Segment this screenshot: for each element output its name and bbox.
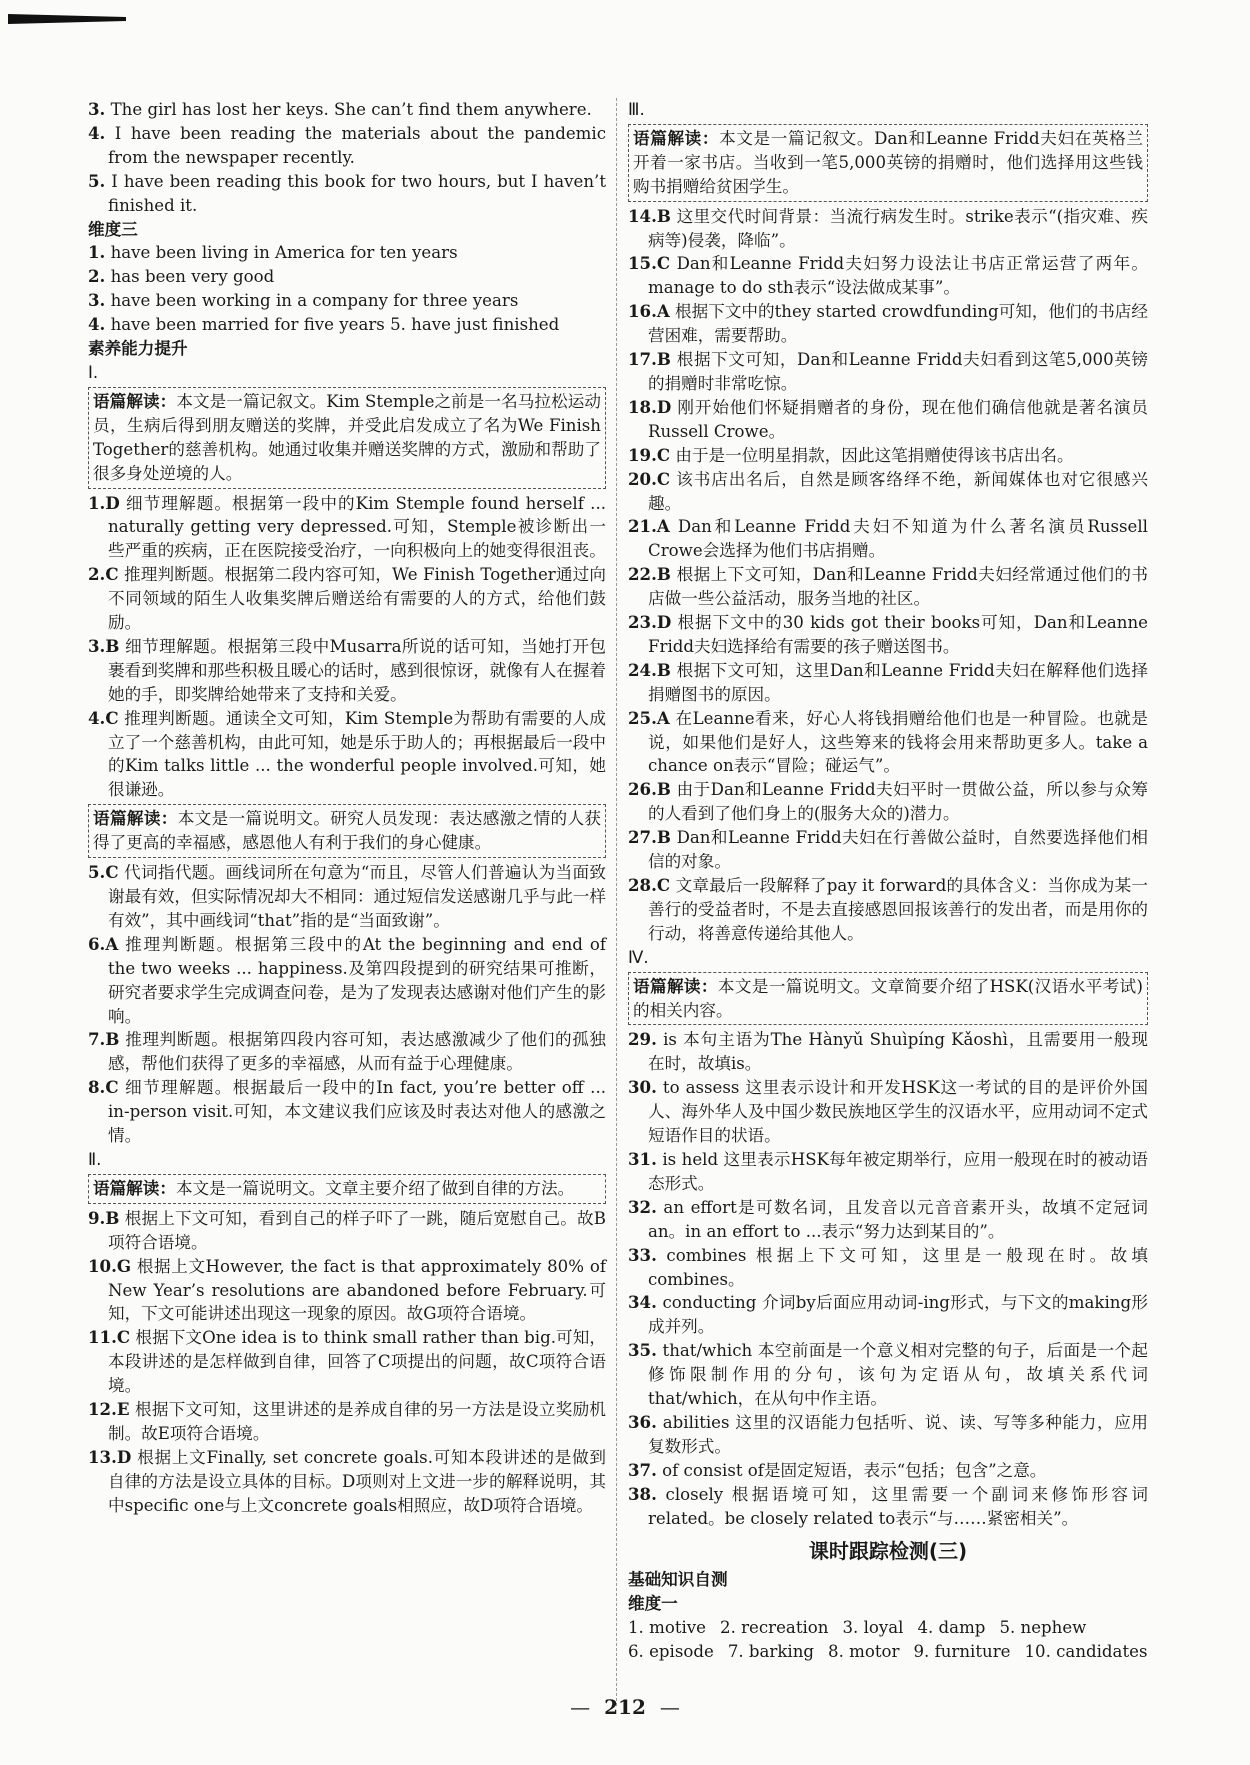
vocabulary-item: 10. candidates [1024,1642,1148,1662]
answer-text: combines 根据上下文可知，这里是一般现在时。故填combines。 [648,1245,1148,1289]
answer-text: I have been reading this book for two hours, but I haven’t finished it. [105,171,606,215]
passage-number: Ⅰ. [88,362,99,382]
answer-number: 4. [88,122,106,143]
answer-item [628,611,1148,659]
answer-text: have been living in America for ten years [105,243,458,263]
answer-text: 在Leanne看来，好心人将钱捐赠给他们也是一种冒险。也就是说，如果他们是好人，这些筹来的钱将会用来帮助更多人。take a chance on表示“冒险；碰运气”。 [648,708,1148,776]
answer-item [628,1411,1148,1459]
corner-decoration [8,14,126,24]
answer-text: 代词指代题。画线词所在句意为“而且，尽管人们普遍认为当面致谢最有效，但实际情况却大不相同：通过短信发送感谢几乎与此一样有效”，其中画线词“that”指的是“当面致谢”。 [108,863,606,930]
answer-number: 38. [628,1483,657,1504]
answer-number: 8.C [88,1077,119,1098]
answer-item [628,1196,1148,1244]
answer-item [628,396,1148,444]
answer-number: 17.B [628,349,671,370]
answer-item [88,1326,606,1398]
answer-text: abilities 这里的汉语能力包括听、说、读、写等多种能力，应用复数形式。 [648,1412,1148,1456]
answer-text: of consist of是固定短语，表示“包括；包含”之意。 [656,1460,1047,1480]
answer-text: 由于Dan和Leanne Fridd夫妇平时一贯做公益，所以参与众筹的人看到了他们身上的(服务大众的)潜力。 [648,780,1148,824]
answer-item [88,1255,606,1327]
answer-text: 细节理解题。根据最后一段中的In fact, you’re better off ... in-person visit.可知，本文建议我们应该及时表达对他人的感激之情。 [108,1078,606,1146]
answer-number: 2. [88,266,106,287]
answer-number: 25.A [628,707,670,728]
answer-number: 9.B [88,1207,120,1228]
answer-number: 35. [628,1340,657,1361]
answer-item [628,826,1148,874]
answer-text: Dan和Leanne Fridd夫妇在行善做公益时，自然要选择他们相信的对象。 [648,828,1148,872]
answer-number: 3. [88,99,106,119]
vocabulary-item: 2. recreation [720,1618,829,1638]
answer-text: 根据上下文可知，Dan和Leanne Fridd夫妇经常通过他们的书店做一些公益活动，服务当地的社区。 [648,565,1148,609]
analysis-text: 本文是一篇记叙文。Kim Stemple之前是一名马拉松运动员，生病后得到朋友赠送的奖牌，并受此启发成立了名为We Finish Together的慈善机构。她通过收集并赠送奖牌的方式，激励和帮助了很多身处逆境的人。 [93,391,601,483]
answer-number: 21.A [628,516,670,537]
answer-text: 细节理解题。根据第三段中Musarra所说的话可知，当她打开包裹看到奖牌和那些积极且暖心的话时，感到很惊讶，就像有人在握着她的手，即奖牌给她带来了支持和关爱。 [108,636,606,704]
answer-text: The girl has lost her keys. She can’t find them anywhere. [105,100,592,119]
answer-number: 28.C [628,875,671,895]
answer-number: 5. [88,170,106,191]
lesson-test-title: 课时跟踪检测(三) [808,1539,968,1564]
analysis-label: 语篇解读： [633,127,720,148]
answer-number: 3.B [88,635,120,656]
vocabulary-item: 8. motor [828,1642,900,1662]
answer-text: 推理判断题。通读全文可知，Kim Stemple为帮助有需要的人成立了一个慈善机构，由此可知，她是乐于助人的；再根据最后一段中的Kim talks little ... the wonderful people involved.可知，她很谦逊。 [108,708,606,800]
answer-text: I have been reading the materials about the pandemic from the newspaper recently. [105,123,606,167]
answer-item [88,1028,606,1076]
answer-number: 36. [628,1411,657,1432]
answer-item [628,1148,1148,1196]
answer-number: 29. [628,1029,657,1050]
answer-text: closely 根据语境可知，这里需要一个副词来修饰形容词related。be closely related to表示“与……紧密相关”。 [648,1484,1148,1528]
answer-number: 10.G [88,1255,132,1276]
answer-number: 13.D [88,1446,132,1467]
passage-analysis-box [628,124,1148,202]
answer-item [88,241,606,265]
vocabulary-answers [628,1616,1148,1664]
answer-item [628,1076,1148,1148]
vocabulary-item: 6. episode [628,1642,714,1662]
answer-number: 5.C [88,862,119,883]
right-column [628,98,1148,1664]
answer-item [628,300,1148,348]
section-heading: 维度三 [88,218,138,239]
answer-text: 该书店出名后，自然是顾客络绎不绝，新闻媒体也对它很感兴趣。 [648,469,1148,513]
page-number: — 212 — [570,1695,680,1719]
section-heading: 维度一 [628,1593,678,1614]
answer-text: conducting 介词by后面应用动词-ing形式，与下文的making形成并列。 [648,1293,1148,1337]
answer-item [88,170,606,218]
answer-number: 30. [628,1077,657,1098]
answer-number: 6.A [88,933,119,954]
answer-number: 2.C [88,564,119,585]
answer-item [628,1291,1148,1339]
passage-number: Ⅲ. [628,100,645,119]
answer-item [88,933,606,1029]
left-column [88,98,606,1518]
answer-item [88,289,606,313]
answer-number: 3. [88,290,106,311]
analysis-text: 本文是一篇说明文。文章简要介绍了HSK(汉语水平考试)的相关内容。 [633,976,1144,1020]
analysis-text: 本文是一篇记叙文。Dan和Leanne Fridd夫妇在英格兰开着一家书店。当收到一笔5,000英镑的捐赠时，他们选择用这些钱购书捐赠给贫困学生。 [633,128,1143,196]
answer-text: 根据下文One idea is to think small rather than big.可知，本段讲述的是怎样做到自律，回答了C项提出的问题，故C项符合语境。 [108,1328,606,1396]
answer-text: 根据上文However, the fact is that approximately 80% of New Year’s resolutions are abandoned before February.可知，下文可能讲述出现这一现象的原因。故G项符合语境。 [108,1256,606,1324]
answer-item [628,468,1148,516]
answer-text: Dan和Leanne Fridd夫妇努力设法让书店正常运营了两年。manage to do sth表示“设法做成某事”。 [648,254,1148,298]
answer-item [88,563,606,635]
answer-number: 11.C [88,1327,131,1348]
answer-text: 刚开始他们怀疑捐赠者的身份，现在他们确信他就是著名演员Russell Crowe。 [648,397,1148,441]
answer-item [628,1483,1148,1531]
answer-item [88,492,606,564]
vocabulary-item: 3. loyal [842,1618,904,1638]
passage-number: Ⅳ. [628,947,649,967]
answer-item [88,635,606,707]
answer-text: 推理判断题。根据第四段内容可知，表达感激减少了他们的孤独感，帮他们获得了更多的幸福感，从而有益于心理健康。 [108,1030,606,1074]
passage-analysis-box [88,804,606,858]
answer-number: 18.D [628,396,672,417]
answer-text: Dan和Leanne Fridd夫妇不知道为什么著名演员Russell Crowe会选择为他们书店捐赠。 [648,517,1148,561]
answer-text: 根据下文中的30 kids got their books可知，Dan和Leanne Fridd夫妇选择给有需要的孩子赠送图书。 [648,613,1148,656]
answer-number: 1. [88,242,106,263]
answer-number: 20.C [628,468,671,489]
answer-text: an effort是可数名词，且发音以元音音素开头，故填不定冠词an。in an effort to ...表示“努力达到某目的”。 [648,1197,1148,1241]
answer-number: 26.B [628,779,671,800]
answer-number: 16.A [628,301,670,322]
answer-number: 12.E [88,1399,130,1420]
answer-item [88,1446,606,1518]
answer-number: 15.C [628,253,671,274]
answer-number: 32. [628,1196,657,1217]
answer-number: 14.B [628,205,671,226]
answer-text: 根据上文Finally, set concrete goals.可知本段讲述的是做到自律的方法是设立具体的目标。D项则对上文进一步的解释说明，其中specific one与上文concrete goals相照应，故D项符合语境。 [108,1447,606,1515]
analysis-label: 语篇解读： [633,975,718,996]
answer-text: 文章最后一段解释了pay it forward的具体含义：当你成为某一善行的受益者时，不是去直接感恩回报该善行的发出者，而是用你的行动，将善意传递给其他人。 [648,876,1148,943]
answer-item [88,265,606,289]
answer-text: 推理判断题。根据第二段内容可知，We Finish Together通过向不同领域的陌生人收集奖牌后赠送给有需要的人的方式，给他们鼓励。 [108,565,606,633]
answer-text: 细节理解题。根据第一段中的Kim Stemple found herself ... naturally getting very depressed.可知，Stemple被诊断出一些严重的疾病，正在医院接受治疗，一向积极向上的她变得很沮丧。 [108,493,606,561]
passage-analysis-box [88,387,606,489]
analysis-text: 本文是一篇说明文。文章主要介绍了做到自律的方法。 [175,1178,575,1198]
answer-item [628,659,1148,707]
answer-item [88,98,606,122]
answer-text: 根据下文可知，Dan和Leanne Fridd夫妇看到这笔5,000英镑的捐赠时非常吃惊。 [648,350,1148,393]
answer-item [88,313,606,337]
answer-number: 23.D [628,612,672,633]
answer-text: 由于是一位明星捐款，因此这笔捐赠使得该书店出名。 [670,445,1074,465]
answer-item [88,861,606,933]
analysis-label: 语篇解读： [93,390,177,411]
analysis-label: 语篇解读： [93,1177,176,1198]
answer-number: 4. [88,314,106,335]
answer-number: 1.D [88,492,120,513]
answer-text: is 本句主语为The Hànyǔ Shuìpíng Kǎoshì，且需要用一般现在时，故填is。 [648,1030,1148,1074]
answer-item [628,778,1148,826]
answer-number: 33. [628,1244,657,1265]
answer-item [88,1207,606,1255]
answer-item [628,1244,1148,1292]
answer-item [628,563,1148,611]
section-heading: 基础知识自测 [628,1569,728,1590]
answer-item [628,205,1148,253]
answer-item [628,515,1148,563]
answer-item [88,707,606,803]
answer-text: 根据上下文可知，看到自己的样子吓了一跳，随后宽慰自己。故B项符合语境。 [108,1208,606,1252]
answer-number: 31. [628,1148,657,1169]
answer-text: have been married for five years 5. have just finished [105,315,560,335]
answer-text: 这里交代时间背景：当流行病发生时。strike表示“(指灾难、疾病等)侵袭，降临”。 [648,206,1148,250]
answer-item [88,1076,606,1148]
answer-text: has been very good [105,267,275,287]
answer-text: to assess 这里表示设计和开发HSK这一考试的目的是评价外国人、海外华人及中国少数民族地区学生的汉语水平，应用动词不定式短语作目的状语。 [648,1078,1148,1146]
analysis-label: 语篇解读： [93,808,178,829]
answer-number: 22.B [628,564,671,585]
answer-text: is held 这里表示HSK每年被定期举行，应用一般现在时的被动语态形式。 [648,1149,1148,1193]
vocabulary-item: 9. furniture [913,1642,1011,1662]
vocabulary-item: 5. nephew [999,1618,1087,1638]
passage-analysis-box [88,1174,606,1204]
answer-number: 4.C [88,707,119,728]
answer-item [628,444,1148,468]
answer-item [88,1398,606,1446]
page-number-value: 212 [604,1695,646,1719]
answer-text: 根据下文可知，这里Dan和Leanne Fridd夫妇在解释他们选择捐赠图书的原因。 [648,660,1148,704]
answer-item [628,252,1148,300]
answer-text: that/which 本空前面是一个意义相对完整的句子，后面是一个起修饰限制作用的分句，该句为定语从句，故填关系代词that/which，在从句中作主语。 [648,1341,1148,1409]
answer-item [628,1339,1148,1411]
answer-text: 推理判断题。根据第三段中的At the beginning and end of the two weeks ... happiness.及第四段提到的研究结果可推断，研究者要求学生完成调查问卷，是为了发现表达感谢对他们产生的影响。 [108,934,606,1026]
passage-number: Ⅱ. [88,1149,102,1169]
answer-number: 7.B [88,1029,120,1050]
answer-number: 24.B [628,659,671,680]
answer-item [628,1459,1148,1483]
answer-item [628,874,1148,946]
answer-number: 27.B [628,827,671,848]
analysis-text: 本文是一篇说明文。研究人员发现：表达感激之情的人获得了更高的幸福感，感恩他人有利于我们的身心健康。 [93,809,602,853]
answer-item [628,707,1148,779]
passage-analysis-box [628,972,1148,1026]
section-heading: 素养能力提升 [88,338,188,359]
answer-text: 根据下文中的they started crowdfunding可知，他们的书店经营困难，需要帮助。 [648,302,1148,346]
answer-number: 37. [628,1459,657,1480]
vocabulary-item: 7. barking [727,1642,815,1662]
answer-item [628,348,1148,396]
column-divider [616,98,617,1706]
vocabulary-item: 1. motive [628,1618,707,1638]
vocabulary-item: 4. damp [917,1618,986,1638]
answer-item [628,1028,1148,1076]
answer-text: 根据下文可知，这里讲述的是养成自律的另一方法是设立奖励机制。故E项符合语境。 [108,1400,606,1443]
answer-text: have been working in a company for three years [105,291,519,311]
answer-number: 19.C [628,444,671,465]
answer-number: 34. [628,1292,657,1313]
answer-item [88,122,606,170]
